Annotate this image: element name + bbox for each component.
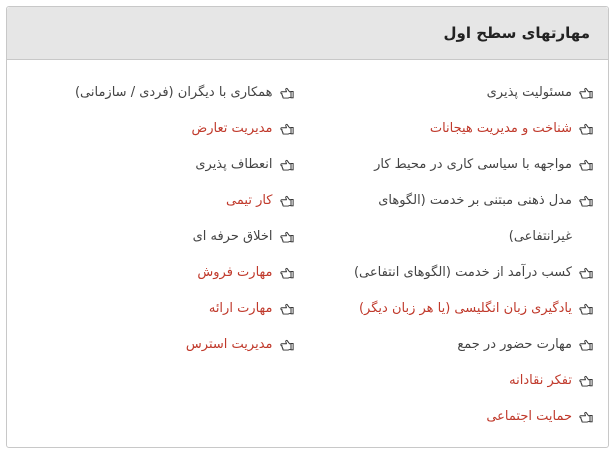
skill-item[interactable] [7,327,295,363]
hand-pointing-icon [578,111,594,147]
skills-column-left [7,75,307,435]
skill-item [7,219,295,255]
skill-link[interactable]: مدیریت استرس [185,337,273,352]
skills-panel [6,6,609,448]
panel-body [7,60,608,435]
skill-link[interactable]: مهارت فروش [197,265,273,280]
skills-column-right [307,75,609,435]
skill-item [307,255,595,291]
skill-label: انعطاف پذیری [195,157,273,172]
skill-item [334,183,594,255]
hand-pointing-icon [578,183,594,219]
skill-item [307,327,595,363]
skill-link[interactable]: مدیریت تعارض [191,121,273,136]
hand-pointing-icon [279,327,295,363]
panel-header [7,7,608,60]
hand-pointing-icon [279,111,295,147]
skill-label: مواجهه با سیاسی کاری در محیط کار [374,157,572,172]
skill-item[interactable] [307,399,595,435]
skill-item [7,147,295,183]
skill-label: مهارت حضور در جمع [457,337,572,352]
skill-label: کسب درآمد از خدمت (الگوهای انتفاعی) [353,265,572,280]
skill-link[interactable]: شناخت و مدیریت هیجانات [429,121,572,136]
skill-label: اخلاق حرفه ای [192,229,273,244]
skill-link[interactable]: کار تیمی [226,193,273,208]
skill-item[interactable] [7,255,295,291]
hand-pointing-icon [279,219,295,255]
hand-pointing-icon [279,291,295,327]
skill-item [307,75,595,111]
hand-pointing-icon [578,255,594,291]
skill-link[interactable]: مهارت ارائه [208,301,273,316]
skill-link[interactable]: یادگیری زبان انگلیسی (یا هر زبان دیگر) [358,301,572,316]
skill-link[interactable]: حمایت اجتماعی [486,409,572,424]
skill-item [307,147,595,183]
skill-item[interactable] [307,291,595,327]
skill-label: مسئولیت پذیری [486,85,572,100]
hand-pointing-icon [279,183,295,219]
hand-pointing-icon [578,147,594,183]
hand-pointing-icon [578,291,594,327]
skill-item [7,75,295,111]
hand-pointing-icon [279,75,295,111]
hand-pointing-icon [578,327,594,363]
skill-item[interactable] [7,111,295,147]
panel-title: مهارتهای سطح اول [443,24,590,42]
skill-link[interactable]: تفکر نقادانه [509,373,572,388]
skill-label: مدل ذهنی مبتنی بر خدمت (الگوهای غیرانتفاعی) [378,193,572,244]
hand-pointing-icon [578,75,594,111]
skill-item[interactable] [307,111,595,147]
skill-item[interactable] [307,363,595,399]
hand-pointing-icon [279,147,295,183]
skill-label: همکاری با دیگران (فردی / سازمانی) [74,85,273,100]
skill-item[interactable] [7,183,295,219]
hand-pointing-icon [578,399,594,435]
hand-pointing-icon [279,255,295,291]
hand-pointing-icon [578,363,594,399]
skill-item[interactable] [7,291,295,327]
